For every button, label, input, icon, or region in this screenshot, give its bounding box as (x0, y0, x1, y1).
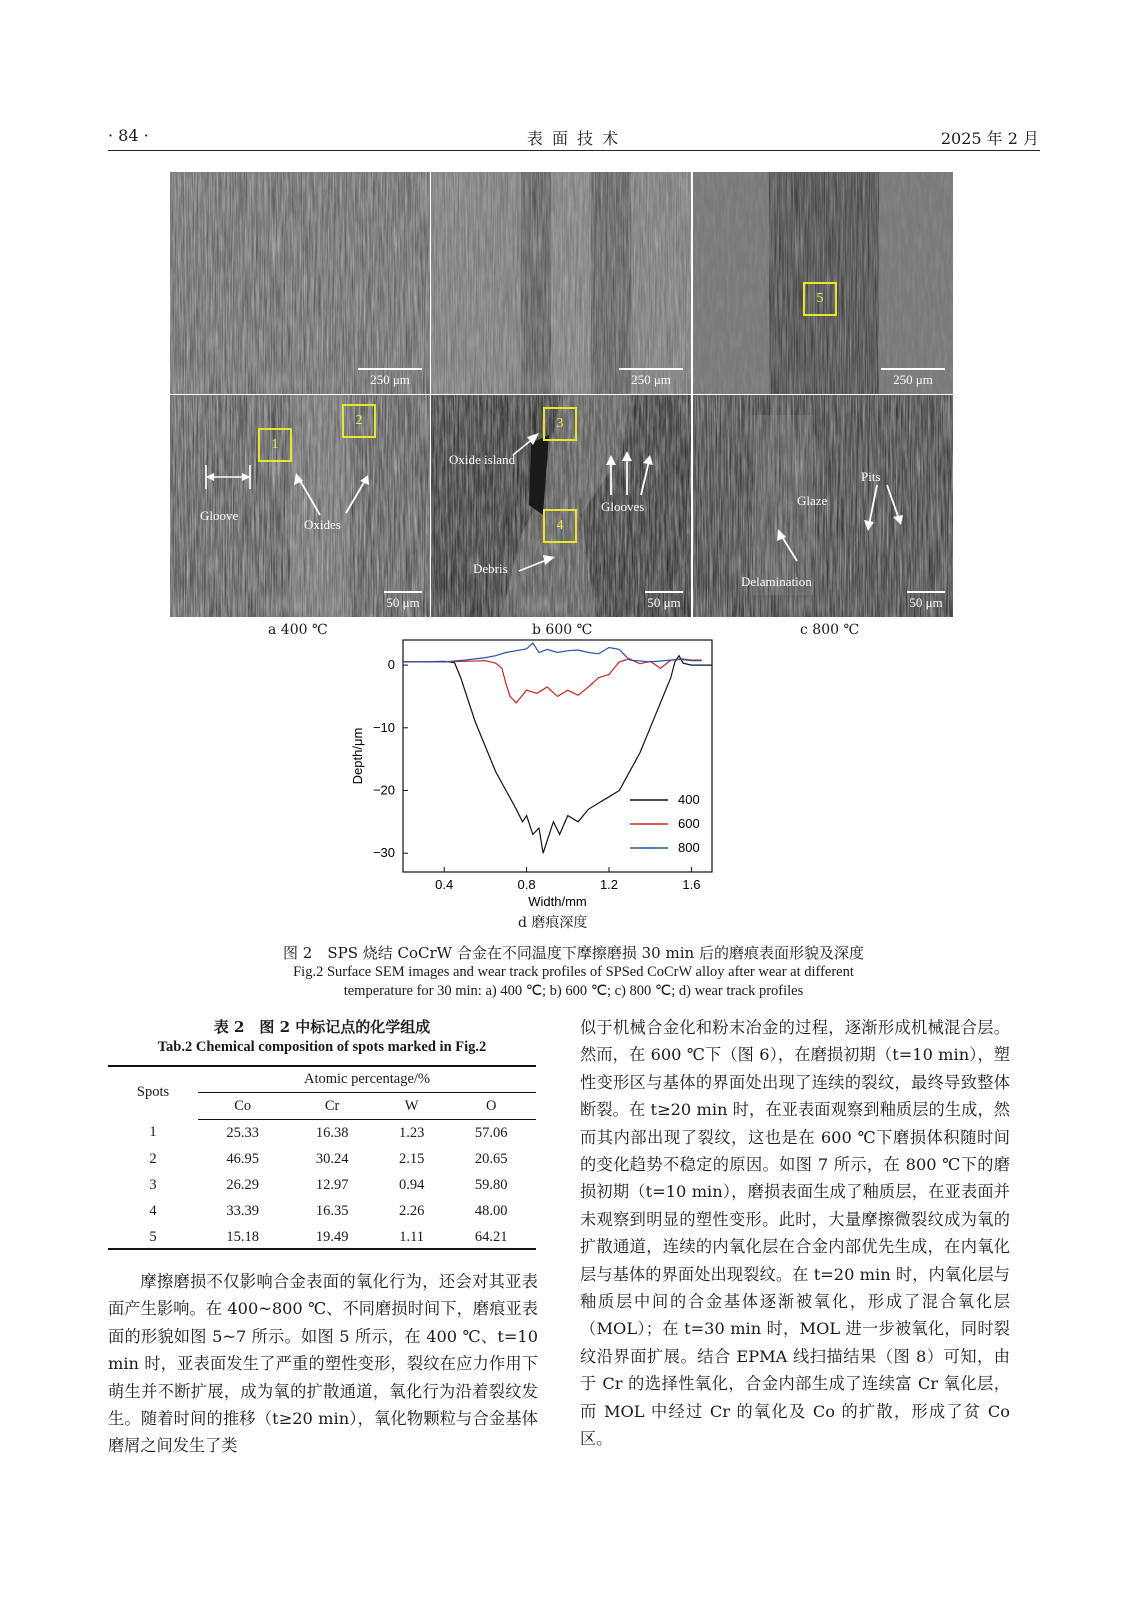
composition-table (108, 1066, 536, 1250)
scale-bar: 50 μm (384, 591, 422, 611)
label-delamination: Delamination (741, 574, 812, 589)
x-tick-label: 0.8 (517, 877, 536, 892)
scale-bar: 50 μm (645, 591, 683, 611)
value-cell: 33.39 (226, 1202, 260, 1219)
legend-label-800: 800 (678, 840, 700, 855)
table-row (108, 1224, 536, 1250)
table-row (108, 1172, 536, 1198)
page-number: · 84 · (108, 126, 149, 145)
panel-caption-a: a 400 ℃ (268, 622, 328, 638)
scale-bar: 250 μm (881, 368, 945, 388)
table-bottom-rule (108, 1248, 536, 1250)
spot-id-cell: 4 (149, 1202, 157, 1219)
label-oxide-island: Oxide island (449, 452, 516, 467)
spot-marker-4: 4 (543, 509, 577, 543)
column-header-w: W (377, 1093, 447, 1120)
journal-title: 表 面 技 术 (526, 129, 621, 148)
value-cell: 64.21 (474, 1228, 508, 1245)
label-pits: Pits (861, 469, 881, 484)
spot-marker-2: 2 (342, 404, 376, 438)
issue-date: 2025 年 2 月 (940, 129, 1039, 148)
value-cell: 48.00 (474, 1202, 508, 1219)
label-debris: Debris (473, 561, 508, 576)
x-tick-label: 1.6 (682, 877, 701, 892)
value-cell: 2.15 (398, 1150, 425, 1167)
scale-bar: 250 μm (619, 368, 683, 388)
sem-image-b-high-mag (431, 395, 691, 617)
label-oxides: Oxides (304, 517, 341, 532)
header-rule (108, 150, 1040, 151)
value-cell: 30.24 (315, 1150, 349, 1167)
panel-caption-c: c 800 ℃ (800, 622, 860, 638)
table-row (108, 1198, 536, 1224)
value-cell: 2.26 (398, 1202, 425, 1219)
column-header-cr: Cr (287, 1093, 376, 1120)
label-glaze: Glaze (797, 493, 828, 508)
value-cell: 59.80 (474, 1176, 508, 1193)
sem-image-b-low-mag (431, 172, 691, 394)
value-cell: 26.29 (226, 1176, 260, 1193)
value-cell: 19.49 (315, 1228, 349, 1245)
sem-image-a-high-mag (170, 395, 430, 617)
figure-caption-cn: 图 2 SPS 烧结 CoCrW 合金在不同温度下摩擦磨损 30 min 后的磨痕表面形貌及深度 (283, 944, 864, 962)
scale-bar: 250 μm (358, 368, 422, 388)
right-column-text (580, 1014, 1010, 1453)
spot-id-cell: 3 (149, 1176, 157, 1193)
value-cell: 16.35 (315, 1202, 349, 1219)
value-cell: 0.94 (398, 1176, 425, 1193)
spot-id-cell: 1 (149, 1124, 157, 1141)
series-line-800 (403, 643, 702, 662)
spot-id-cell: 2 (149, 1150, 157, 1167)
spot-marker-1: 1 (258, 428, 292, 462)
y-tick-label: 0 (387, 657, 395, 673)
table-body (108, 1120, 536, 1251)
spot-id-cell: 5 (149, 1228, 157, 1245)
panel-caption-b: b 600 ℃ (532, 622, 593, 638)
sem-image-c-high-mag (693, 395, 953, 617)
table-row (108, 1120, 536, 1147)
sem-image-a-low-mag (170, 172, 430, 394)
figure-caption-en-line1: Fig.2 Surface SEM images and wear track profiles of SPSed CoCrW alloy after wear at different (293, 964, 854, 980)
table-row (108, 1146, 536, 1172)
x-tick-label: 1.2 (599, 877, 619, 892)
value-cell: 1.11 (399, 1228, 425, 1245)
y-tick-label: −30 (372, 845, 395, 861)
spot-marker-3: 3 (543, 407, 577, 441)
column-header-o: O (446, 1093, 536, 1120)
value-cell: 57.06 (474, 1124, 508, 1141)
panel-caption-d: d 磨痕深度 (518, 915, 588, 931)
figure-caption-en-line2: temperature for 30 min: a) 400 ℃; b) 600 ℃; c) 800 ℃; d) wear track profiles (343, 983, 804, 999)
legend-label-600: 600 (678, 816, 700, 831)
scale-bar: 50 μm (907, 591, 945, 611)
value-cell: 1.23 (398, 1124, 425, 1141)
value-cell: 46.95 (226, 1150, 260, 1167)
paragraph: 似于机械合金化和粉末冶金的过程，逐渐形成机械混合层。然而，在 600 ℃下（图 6），在磨损初期（t=10 min），塑性变形区与基体的界面处出现了连续的裂纹，最终导致整体断裂。在 t≥20 min 时，在亚表面观察到釉质层的生成，然而其内部出现了裂纹，这也是在 600 ℃下磨损体积随时间的变化趋势不稳定的原因。如图 7 所示，在 800 ℃下的磨损初期（t=10 min），磨损表面生成了釉质层，在亚表面并未观察到明显的塑性变形。此时，大量摩擦微裂纹成为氧的扩散通道，连续的内氧化层在合金内部优先生成，在内氧化层与基体的界面处出现裂纹。在 t=20 min 时，内氧化层与釉质层中间的合金基体逐渐被氧化，形成了混合氧化层（MOL）；在 t=30 min 时，MOL 进一步被氧化，同时裂纹沿界面扩展。结合 EPMA 线扫描结果（图 8）可知，由于 Cr 的选择性氧化，合金内部生成了连续富 Cr 氧化层，而 MOL 中经过 Cr 的氧化及 Co 的扩散，形成了贫 Co 区。 (580, 1018, 1010, 1449)
label-grooves: Glooves (601, 499, 645, 514)
spot-marker-5: 5 (803, 282, 837, 316)
value-cell: 12.97 (315, 1176, 349, 1193)
paragraph: 摩擦磨损不仅影响合金表面的氧化行为，还会对其亚表面产生影响。在 400~800 ℃、不同磨损时间下，磨痕亚表面的形貌如图 5~7 所示。如图 5 所示，在 400 ℃、t=10 min 时，亚表面发生了严重的塑性变形，裂纹在应力作用下萌生并不断扩展，成为氧的扩散通道，氧化行为沿着裂纹发生。随着时间的推移（t≥20 min），氧化物颗粒与合金基体磨屑之间发生了类 (108, 1272, 538, 1456)
sem-image-c-low-mag (693, 172, 953, 394)
y-tick-label: −20 (372, 782, 395, 798)
group-header: Atomic percentage/% (198, 1066, 536, 1093)
value-cell: 20.65 (474, 1150, 508, 1167)
value-cell: 25.33 (226, 1124, 260, 1141)
value-cell: 15.18 (226, 1228, 260, 1245)
y-tick-label: −10 (372, 719, 395, 735)
left-column-text (108, 1268, 538, 1460)
value-cell: 16.38 (315, 1124, 349, 1141)
table-title-cn: 表 2 图 2 中标记点的化学组成 (213, 1018, 431, 1036)
x-tick-label: 0.4 (435, 877, 454, 892)
wear-track-profile-chart (0, 630, 1147, 930)
table-title-en: Tab.2 Chemical composition of spots marked in Fig.2 (157, 1039, 487, 1055)
column-header-co: Co (198, 1093, 287, 1120)
series-line-600 (403, 659, 702, 703)
spots-header: Spots (136, 1084, 170, 1101)
legend-label-400: 400 (678, 792, 700, 807)
plot-frame (403, 640, 712, 872)
y-axis-label: Depth/μm (350, 727, 365, 785)
x-axis-label: Width/mm (528, 894, 587, 909)
label-groove: Gloove (200, 508, 239, 523)
